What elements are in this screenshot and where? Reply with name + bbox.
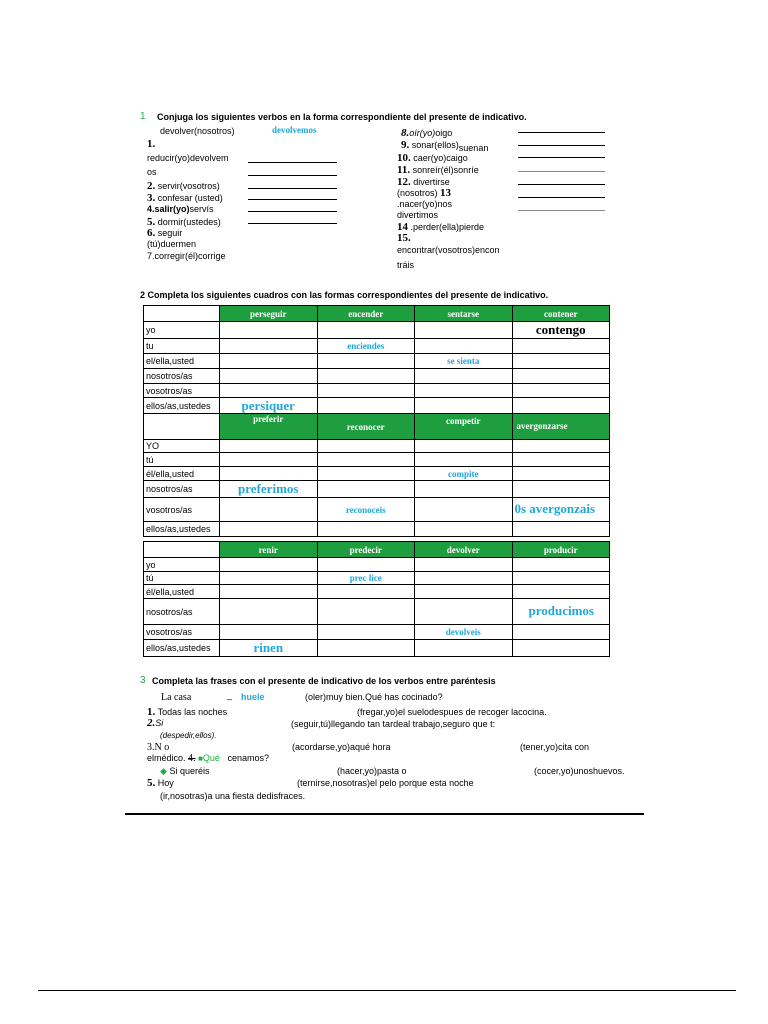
answer-cell[interactable] — [512, 625, 610, 640]
header-verb: sentarse — [415, 306, 513, 322]
answer-line[interactable] — [518, 157, 605, 158]
person-label: yo — [144, 322, 220, 339]
answer-cell[interactable] — [415, 572, 513, 585]
header-verb: predecir — [317, 542, 415, 558]
person-label: nosotros/as — [144, 369, 220, 384]
table-row — [144, 522, 610, 537]
table-row — [144, 354, 610, 369]
person-label: el/ella,usted — [144, 354, 220, 369]
item-13: (nosotros) 13 — [397, 187, 452, 199]
answer-cell[interactable] — [220, 498, 318, 522]
answer-cell[interactable] — [220, 625, 318, 640]
person-label: yo — [144, 558, 220, 572]
answer-line[interactable] — [518, 210, 605, 211]
example-dash: _ — [227, 690, 233, 700]
answer-cell[interactable] — [317, 440, 415, 453]
sentence-4b-start: ◆ Si queréis — [160, 766, 210, 776]
answer-cell[interactable]: preferimos — [220, 481, 318, 498]
item-6: 6. seguir — [147, 227, 183, 239]
answer-cell[interactable] — [317, 467, 415, 481]
person-label: tu — [144, 339, 220, 354]
answer-cell[interactable] — [317, 481, 415, 498]
item-15-text: encontrar(vosotros)encon — [397, 245, 500, 255]
exercise-3-number: 3 — [140, 675, 146, 686]
person-label: ellos/as,ustedes — [144, 398, 220, 415]
person-label: tú — [144, 453, 220, 467]
answer-cell[interactable] — [220, 599, 318, 625]
header-verb: contener — [512, 306, 610, 322]
answer-cell[interactable]: enciendes — [317, 339, 415, 354]
answer-cell[interactable] — [220, 369, 318, 384]
table-row — [144, 558, 610, 572]
answer-cell[interactable] — [512, 398, 610, 415]
answer-cell[interactable] — [317, 354, 415, 369]
sentence-4b-mid: (hacer,yo)pasta o — [337, 766, 407, 776]
answer-cell[interactable] — [415, 481, 513, 498]
page-footer-rule — [38, 990, 736, 991]
answer-cell[interactable] — [415, 558, 513, 572]
item-13-text: .nacer(yo)nos — [397, 199, 453, 209]
sentence-3-mid: (acordarse,yo)aqué hora — [292, 742, 391, 752]
person-label: ellos/as,ustedes — [144, 522, 220, 537]
table-row — [144, 440, 610, 453]
answer-cell[interactable]: contengo — [512, 322, 610, 339]
table-row — [144, 572, 610, 585]
answer-cell[interactable]: producimos — [512, 599, 610, 625]
item-10: 10. caer(yo)caigo — [397, 152, 468, 164]
answer-cell[interactable] — [220, 354, 318, 369]
person-label: nosotros/as — [144, 481, 220, 498]
answer-line[interactable] — [518, 171, 605, 172]
answer-line[interactable] — [248, 211, 337, 212]
header-verb: producir — [512, 542, 610, 558]
example-sentence-start: La casa — [161, 692, 192, 703]
header-verb: reconocer — [317, 414, 415, 440]
answer-cell[interactable] — [317, 558, 415, 572]
answer-cell[interactable]: prec lice — [317, 572, 415, 585]
answer-cell[interactable] — [512, 585, 610, 599]
item-12: 12. divertirse — [397, 176, 450, 188]
answer-cell[interactable] — [512, 640, 610, 657]
sentence-3-end: (tener,yo)cita con — [520, 742, 590, 752]
sentence-5-end: (ternirse,nosotras)el pelo porque esta noche — [297, 778, 474, 788]
sentence-2-end: (seguir,tú)llegando tan tardeal trabajo,seguro que t: — [291, 719, 496, 729]
table-row — [144, 453, 610, 467]
person-label: él/ella,usted — [144, 585, 220, 599]
answer-cell[interactable] — [512, 572, 610, 585]
person-label: tú — [144, 572, 220, 585]
answer-cell[interactable] — [512, 339, 610, 354]
answer-cell[interactable] — [220, 585, 318, 599]
person-label: él/ella,usted — [144, 467, 220, 481]
answer-cell[interactable] — [512, 369, 610, 384]
header-blank — [144, 542, 220, 558]
sentence-3-cont: elmédico. 4. ■Qué cenamos? — [147, 753, 269, 764]
answer-cell[interactable]: rinen — [220, 640, 318, 657]
item-9: 9. sonar(ellos)suenan — [401, 139, 489, 153]
exercise-1-title: Conjuga los siguientes verbos en la forma correspondiente del presente de indicativo. — [157, 112, 527, 122]
person-label: vosotros/as — [144, 384, 220, 398]
item-1-text-cont: os — [147, 167, 157, 177]
answer-cell[interactable] — [317, 322, 415, 339]
answer-cell[interactable] — [415, 384, 513, 398]
answer-cell[interactable] — [220, 558, 318, 572]
item-15-cont: tráis — [397, 260, 415, 270]
answer-line[interactable] — [518, 132, 605, 133]
table-row — [144, 640, 610, 657]
answer-cell[interactable] — [220, 384, 318, 398]
answer-line[interactable] — [248, 175, 337, 176]
table-row — [144, 339, 610, 354]
answer-cell[interactable] — [512, 467, 610, 481]
answer-cell[interactable] — [512, 453, 610, 467]
answer-cell[interactable]: se sienta — [415, 354, 513, 369]
item-1-number: 1. — [147, 138, 156, 150]
header-verb: competir — [415, 414, 513, 440]
exercise-1-number: 1 — [140, 111, 146, 122]
header-blank — [144, 306, 220, 322]
answer-cell[interactable] — [220, 522, 318, 537]
answer-cell[interactable]: reconoceis — [317, 498, 415, 522]
table-row — [144, 369, 610, 384]
answer-cell[interactable] — [317, 585, 415, 599]
answer-cell[interactable]: devolveis — [415, 625, 513, 640]
example-answer-huele: huele — [241, 692, 265, 702]
item-7: 7.corregir(él)corrige — [147, 251, 226, 261]
answer-cell[interactable] — [512, 354, 610, 369]
person-label: ellos/as,ustedes — [144, 640, 220, 657]
table-row — [144, 467, 610, 481]
answer-cell[interactable] — [512, 522, 610, 537]
answer-cell[interactable] — [415, 322, 513, 339]
answer-cell[interactable]: compite — [415, 467, 513, 481]
item-14: 14 .perder(ella)pierde — [397, 221, 485, 233]
answer-cell[interactable] — [317, 384, 415, 398]
item-8: 8.oír(yo)oigo — [401, 127, 453, 139]
item-15-number: 15. — [397, 232, 411, 244]
answer-line[interactable] — [248, 223, 337, 224]
sentence-2-cont: (despedir,ellos). — [160, 731, 217, 740]
person-label: vosotros/as — [144, 625, 220, 640]
table-row — [144, 398, 610, 415]
item-2: 2. servir(vosotros) — [147, 180, 220, 192]
item-11: 11. sonreír(él)sonríe — [397, 164, 479, 176]
person-label: vosotros/as — [144, 498, 220, 522]
answer-cell[interactable] — [415, 498, 513, 522]
section-divider — [125, 813, 644, 815]
answer-cell[interactable] — [220, 440, 318, 453]
answer-cell[interactable] — [415, 522, 513, 537]
sentence-4b-end: (cocer,yo)unoshuevos. — [534, 766, 625, 776]
table-row — [144, 498, 610, 522]
header-verb: encender — [317, 306, 415, 322]
exercise-2-title: 2 Completa los siguientes cuadros con las formas correspondientes del presente de indicativo. — [140, 290, 549, 300]
header-verb: preferir — [220, 414, 318, 440]
table-row — [144, 599, 610, 625]
answer-cell[interactable] — [512, 440, 610, 453]
answer-cell[interactable] — [512, 384, 610, 398]
sentence-5-start: 5. Hoy — [147, 777, 174, 789]
header-blank — [144, 414, 220, 440]
table-row — [144, 481, 610, 498]
conjugation-table-2 — [143, 413, 610, 537]
answer-cell[interactable] — [317, 398, 415, 415]
item-3: 3. confesar (usted) — [147, 192, 223, 204]
answer-cell[interactable] — [512, 481, 610, 498]
answer-cell[interactable] — [317, 369, 415, 384]
sentence-1-end: (fregar,yo)el suelodespues de recoger lacocina. — [357, 707, 547, 717]
item-6-cont: (tú)duermen — [147, 239, 197, 249]
sentence-2-start: 2.Si — [147, 717, 164, 729]
item-5: 5. dormir(ustedes) — [147, 216, 221, 228]
answer-cell[interactable]: 0s avergonzais — [512, 498, 610, 522]
item-13-cont: divertimos — [397, 210, 439, 220]
table-row — [144, 384, 610, 398]
answer-cell[interactable] — [415, 453, 513, 467]
example-sentence-end: (oler)muy bien.Qué has cocinado? — [305, 692, 443, 702]
answer-cell[interactable] — [220, 322, 318, 339]
sentence-3-start: 3.N o — [147, 742, 170, 753]
header-verb: perseguir — [220, 306, 318, 322]
conjugation-table-1 — [143, 305, 610, 415]
answer-line[interactable] — [248, 162, 337, 163]
answer-cell[interactable] — [512, 558, 610, 572]
answer-cell[interactable] — [415, 440, 513, 453]
person-label: YO — [144, 440, 220, 453]
header-verb: devolver — [415, 542, 513, 558]
answer-line[interactable] — [248, 188, 337, 189]
person-label: nosotros/as — [144, 599, 220, 625]
answer-cell[interactable] — [220, 339, 318, 354]
conjugation-table-3 — [143, 541, 610, 657]
answer-cell[interactable] — [415, 640, 513, 657]
answer-cell[interactable] — [415, 369, 513, 384]
answer-line[interactable] — [518, 145, 605, 146]
answer-line[interactable] — [248, 199, 337, 200]
example-verb: devolver(nosotros) — [160, 126, 235, 136]
answer-cell[interactable] — [317, 599, 415, 625]
answer-cell[interactable] — [317, 640, 415, 657]
table-row — [144, 585, 610, 599]
item-4: 4.salir(yo)servís — [147, 204, 214, 214]
table-row — [144, 625, 610, 640]
answer-cell[interactable] — [220, 453, 318, 467]
example-answer: devolvemos — [272, 125, 317, 135]
sentence-5-cont: (ir,nosotras)a una fiesta dedisfraces. — [160, 791, 306, 801]
header-verb: renir — [220, 542, 318, 558]
answer-cell[interactable] — [415, 339, 513, 354]
answer-cell[interactable] — [220, 572, 318, 585]
answer-cell[interactable] — [415, 585, 513, 599]
answer-cell[interactable] — [415, 599, 513, 625]
header-verb: avergonzarse — [512, 414, 610, 440]
diamond-bullet-icon: ◆ — [160, 766, 167, 776]
sentence-1-start: 1. Todas las noches — [147, 706, 228, 718]
answer-line[interactable] — [518, 184, 605, 185]
answer-cell[interactable] — [317, 453, 415, 467]
exercise-3-title: Completa las frases con el presente de indicativo de los verbos entre paréntesis — [152, 676, 496, 686]
answer-line[interactable] — [518, 197, 605, 198]
answer-cell[interactable]: persiquer — [220, 398, 318, 415]
answer-cell[interactable] — [220, 467, 318, 481]
item-1-text: reducir(yo)devolvem — [147, 153, 229, 163]
answer-cell[interactable] — [317, 522, 415, 537]
answer-cell[interactable] — [317, 625, 415, 640]
answer-cell[interactable] — [415, 398, 513, 415]
table-row — [144, 322, 610, 339]
